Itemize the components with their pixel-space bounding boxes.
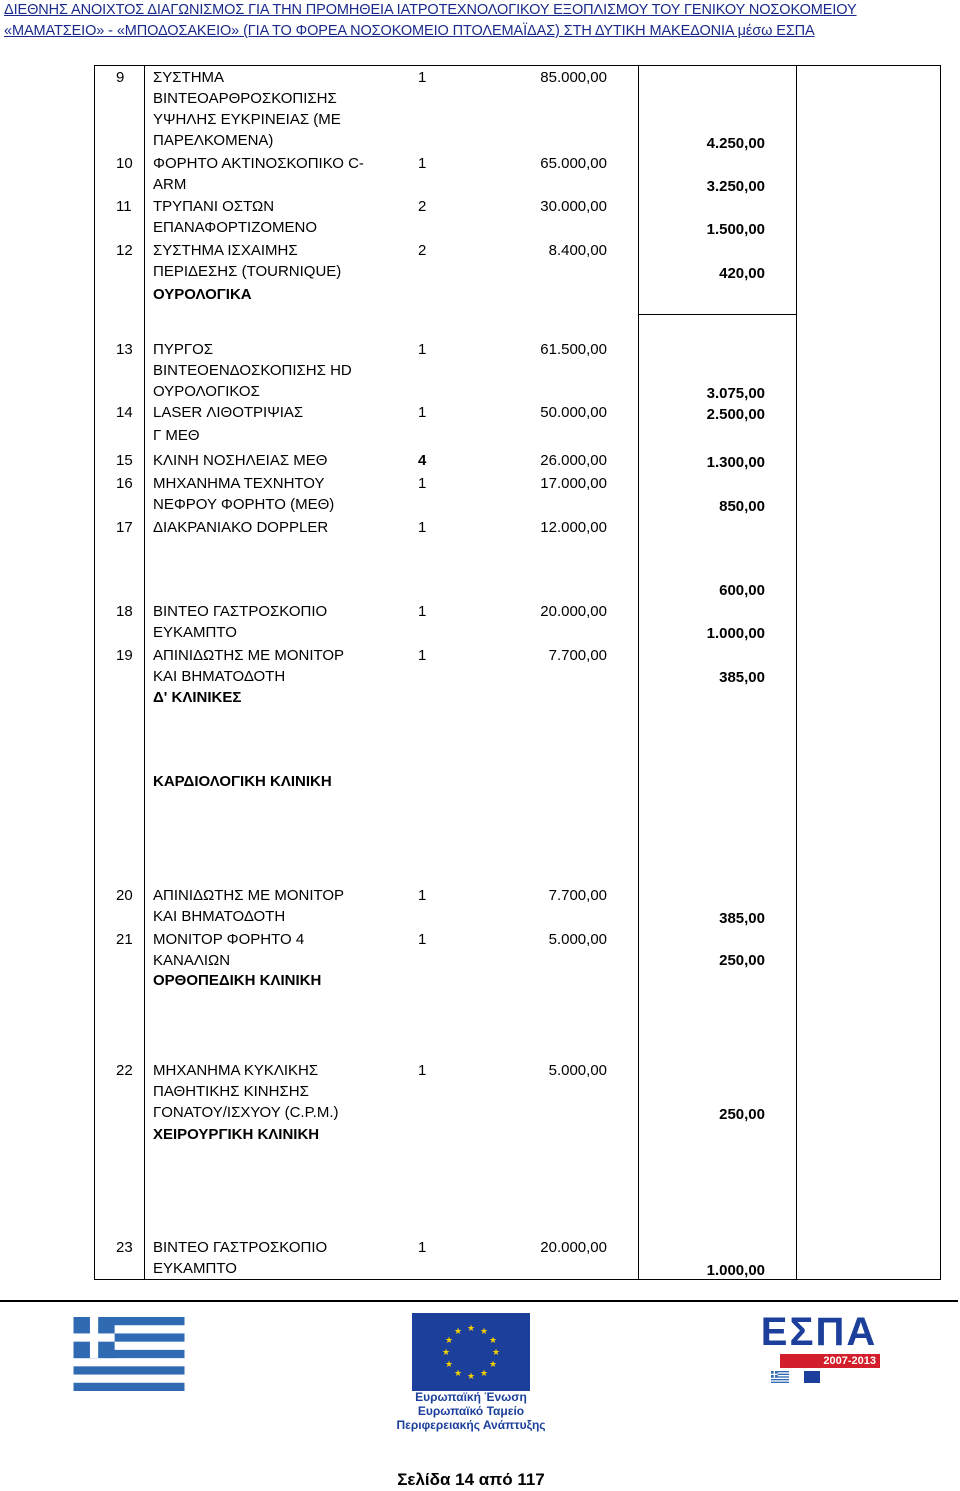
eu-caption-line: Ευρωπαϊκή Ένωση [415,1390,527,1404]
section-heading: ΧΕΙΡΟΥΡΓΙΚΗ ΚΛΙΝΙΚΗ [153,1126,320,1143]
item-number: 17 [116,519,133,536]
item-description: ΤΡΥΠΑΝΙ ΟΣΤΩΝ [153,198,275,215]
item-unit-price: 65.000,00 [540,155,607,172]
item-quantity: 1 [418,341,427,358]
section-heading: ΚΑΡΔΙΟΛΟΓΙΚΗ ΚΛΙΝΙΚΗ [153,773,332,790]
item-number: 15 [116,452,133,469]
svg-text:★: ★ [453,1369,463,1379]
item-quantity: 1 [418,475,427,492]
item-total: 2.500,00 [706,406,765,423]
item-number: 23 [116,1239,133,1256]
greek-flag-icon [762,1371,798,1383]
item-number: 22 [116,1062,133,1079]
item-total: 420,00 [719,265,765,282]
svg-text:★: ★ [466,1372,476,1382]
item-total: 1.000,00 [706,1262,765,1279]
svg-text:★: ★ [491,1348,501,1358]
item-total: 1.000,00 [706,625,765,642]
item-total: 1.300,00 [706,454,765,471]
item-description: ΒΙΝΤΕΟΕΝΔΟΣΚΟΠΙΣΗΣ HD [153,362,352,379]
item-quantity: 2 [418,242,427,259]
item-unit-price: 5.000,00 [548,1062,607,1079]
item-quantity: 1 [418,647,427,664]
header-line-1: ΔΙΕΘΝΗΣ ΑΝΟΙΧΤΟΣ ΔΙΑΓΩΝΙΣΜΟΣ ΓΙΑ ΤΗΝ ΠΡΟΜΗΘΕΙΑ ΙΑΤΡΟΤΕΧΝΟΛΟΓΙΚΟΥ ΕΞΟΠΛΙΣΜΟΥ ΤΟΥ ΓΕΝΙΚΟΥ ΝΟΣΟΚΟΜΕΙΟΥ [4,2,857,18]
item-unit-price: 30.000,00 [540,198,607,215]
header-line-2: «ΜΑΜΑΤΣΕΙΟ» - «ΜΠΟΔΟΣΑΚΕΙΟ» (ΓΙΑ ΤΟ ΦΟΡΕΑ ΝΟΣΟΚΟΜΕΙΟ ΠΤΟΛΕΜΑΪΔΑΣ) ΣΤΗ ΔΥΤΙΚΗ ΜΑΚΕΔΟΝΙΑ μέσω ΕΣΠΑ [4,23,815,39]
column-divider [796,65,797,1280]
item-description: ΚΑΙ ΒΗΜΑΤΟΔΟΤΗ [153,668,286,685]
item-description: ΓΟΝΑΤΟΥ/ΙΣΧΥΟΥ (C.P.M.) [153,1104,339,1121]
item-description: ΚΑΝΑΛΙΩΝ [153,952,231,969]
item-unit-price: 7.700,00 [548,887,607,904]
item-quantity: 1 [418,603,427,620]
item-description: ΒΙΝΤΕΟ ΓΑΣΤΡΟΣΚΟΠΙΟ [153,1239,328,1256]
item-description: ΚΑΙ ΒΗΜΑΤΟΔΟΤΗ [153,908,286,925]
item-quantity: 2 [418,198,427,215]
table-border-left [94,65,95,1280]
item-total: 600,00 [719,582,765,599]
item-description: LASER ΛΙΘΟΤΡΙΨΙΑΣ [153,404,304,421]
item-quantity: 1 [418,1239,427,1256]
item-unit-price: 5.000,00 [548,931,607,948]
item-description: ΕΠΑΝΑΦΟΡΤΙΖΟΜΕΝΟ [153,219,318,236]
item-total: 385,00 [719,910,765,927]
espa-logo [758,1310,880,1384]
item-unit-price: 50.000,00 [540,404,607,421]
item-number: 14 [116,404,133,421]
section-heading: ΟΥΡΟΛΟΓΙΚΑ [153,286,252,303]
item-number: 16 [116,475,133,492]
item-unit-price: 20.000,00 [540,603,607,620]
item-number: 12 [116,242,133,259]
item-quantity: 1 [418,1062,427,1079]
item-number: 10 [116,155,133,172]
item-description: ΕΥΚΑΜΠΤΟ [153,1260,237,1277]
item-unit-price: 26.000,00 [540,452,607,469]
item-number: 18 [116,603,133,620]
item-number: 11 [116,198,132,215]
greek-flag-icon [70,1317,188,1391]
eu-flag-icon [412,1313,530,1391]
item-quantity: 1 [418,69,427,86]
section-heading: ΟΡΘΟΠΕΔΙΚΗ ΚΛΙΝΙΚΗ [153,972,322,989]
column-divider [144,65,145,1280]
item-number: 19 [116,647,133,664]
item-description: ΑΠΙΝΙΔΩΤΗΣ ΜΕ ΜΟΝΙΤΟΡ [153,887,345,904]
item-description: ΠΥΡΓΟΣ [153,341,214,358]
eu-flag-icon [804,1371,820,1383]
item-number: 21 [116,931,133,948]
svg-text:★: ★ [453,1327,463,1337]
item-total: 385,00 [719,669,765,686]
svg-text:★: ★ [488,1336,498,1346]
item-description: ΦΟΡΗΤΟ ΑΚΤΙΝΟΣΚΟΠΙΚΟ C- [153,155,364,172]
item-description: ΒΙΝΤΕΟΑΡΘΡΟΣΚΟΠΙΣΗΣ [153,90,337,107]
item-unit-price: 85.000,00 [540,69,607,86]
item-description: ARM [153,176,187,193]
item-number: 9 [116,69,125,86]
item-description: ΠΕΡΙΔΕΣΗΣ (TOURNIQUE) [153,263,342,280]
table-border-bottom [94,1279,941,1280]
item-total: 3.075,00 [706,385,765,402]
footer-divider [0,1300,958,1302]
item-quantity: 1 [418,404,427,421]
section-heading: Δ' ΚΛΙΝΙΚΕΣ [153,689,242,706]
item-description: ΑΠΙΝΙΔΩΤΗΣ ΜΕ ΜΟΝΙΤΟΡ [153,647,345,664]
item-description: ΚΛΙΝΗ ΝΟΣΗΛΕΙΑΣ ΜΕΘ [153,452,328,469]
item-number: 13 [116,341,133,358]
item-unit-price: 12.000,00 [540,519,607,536]
svg-text:★: ★ [441,1348,451,1358]
item-quantity: 1 [418,887,427,904]
item-unit-price: 17.000,00 [540,475,607,492]
item-quantity: 4 [418,452,427,469]
item-description: ΒΙΝΤΕΟ ΓΑΣΤΡΟΣΚΟΠΙΟ [153,603,328,620]
espa-years: 2007-2013 [780,1354,880,1368]
svg-text:★: ★ [488,1360,498,1370]
eu-caption [360,1390,582,1432]
svg-text:★: ★ [479,1327,489,1337]
item-description: ΜΟΝΙΤΟΡ ΦΟΡΗΤΟ 4 [153,931,305,948]
espa-logo-text: ΕΣΠΑ [760,1310,878,1354]
svg-text:★: ★ [444,1336,454,1346]
item-description: ΣΥΣΤΗΜΑ ΙΣΧΑΙΜΗΣ [153,242,298,259]
svg-text:★: ★ [479,1369,489,1379]
item-total: 850,00 [719,498,765,515]
item-quantity: 1 [418,519,427,536]
item-description: ΝΕΦΡΟΥ ΦΟΡΗΤΟ (ΜΕΘ) [153,496,335,513]
item-unit-price: 8.400,00 [548,242,607,259]
item-unit-price: 20.000,00 [540,1239,607,1256]
column-divider [638,65,639,1280]
item-total: 250,00 [719,1106,765,1123]
item-unit-price: 61.500,00 [540,341,607,358]
eu-caption-line: Περιφερειακής Ανάπτυξης [396,1418,546,1432]
item-description: ΠΑΡΕΛΚΟΜΕΝΑ) [153,132,274,149]
table-border-top [94,65,941,66]
item-description: ΣΥΣΤΗΜΑ [153,69,225,86]
item-description: ΕΥΚΑΜΠΤΟ [153,624,237,641]
item-quantity: 1 [418,155,427,172]
item-total: 4.250,00 [706,135,765,152]
item-description: ΟΥΡΟΛΟΓΙΚΟΣ [153,383,260,400]
item-total: 1.500,00 [706,221,765,238]
section-heading: Γ ΜΕΘ [153,427,200,444]
table-border-right [940,65,941,1280]
item-description: ΠΑΘΗΤΙΚΗΣ ΚΙΝΗΣΗΣ [153,1083,309,1100]
page-number: Σελίδα 14 από 117 [397,1470,545,1489]
item-description: ΜΗΧΑΝΗΜΑ ΤΕΧΝΗΤΟΥ [153,475,325,492]
item-total: 250,00 [719,952,765,969]
item-unit-price: 7.700,00 [548,647,607,664]
item-description: ΔΙΑΚΡΑΝΙΑΚΟ DOPPLER [153,519,329,536]
item-description: ΥΨΗΛΗΣ ΕΥΚΡΙΝΕΙΑΣ (ΜΕ [153,111,341,128]
item-number: 20 [116,887,133,904]
item-description: ΜΗΧΑΝΗΜΑ ΚΥΚΛΙΚΗΣ [153,1062,319,1079]
svg-text:★: ★ [466,1324,476,1334]
svg-text:★: ★ [444,1360,454,1370]
item-total: 3.250,00 [706,178,765,195]
item-quantity: 1 [418,931,427,948]
row-divider [638,314,797,315]
eu-caption-line: Ευρωπαϊκό Ταμείο [417,1404,525,1418]
document-header [4,0,956,42]
